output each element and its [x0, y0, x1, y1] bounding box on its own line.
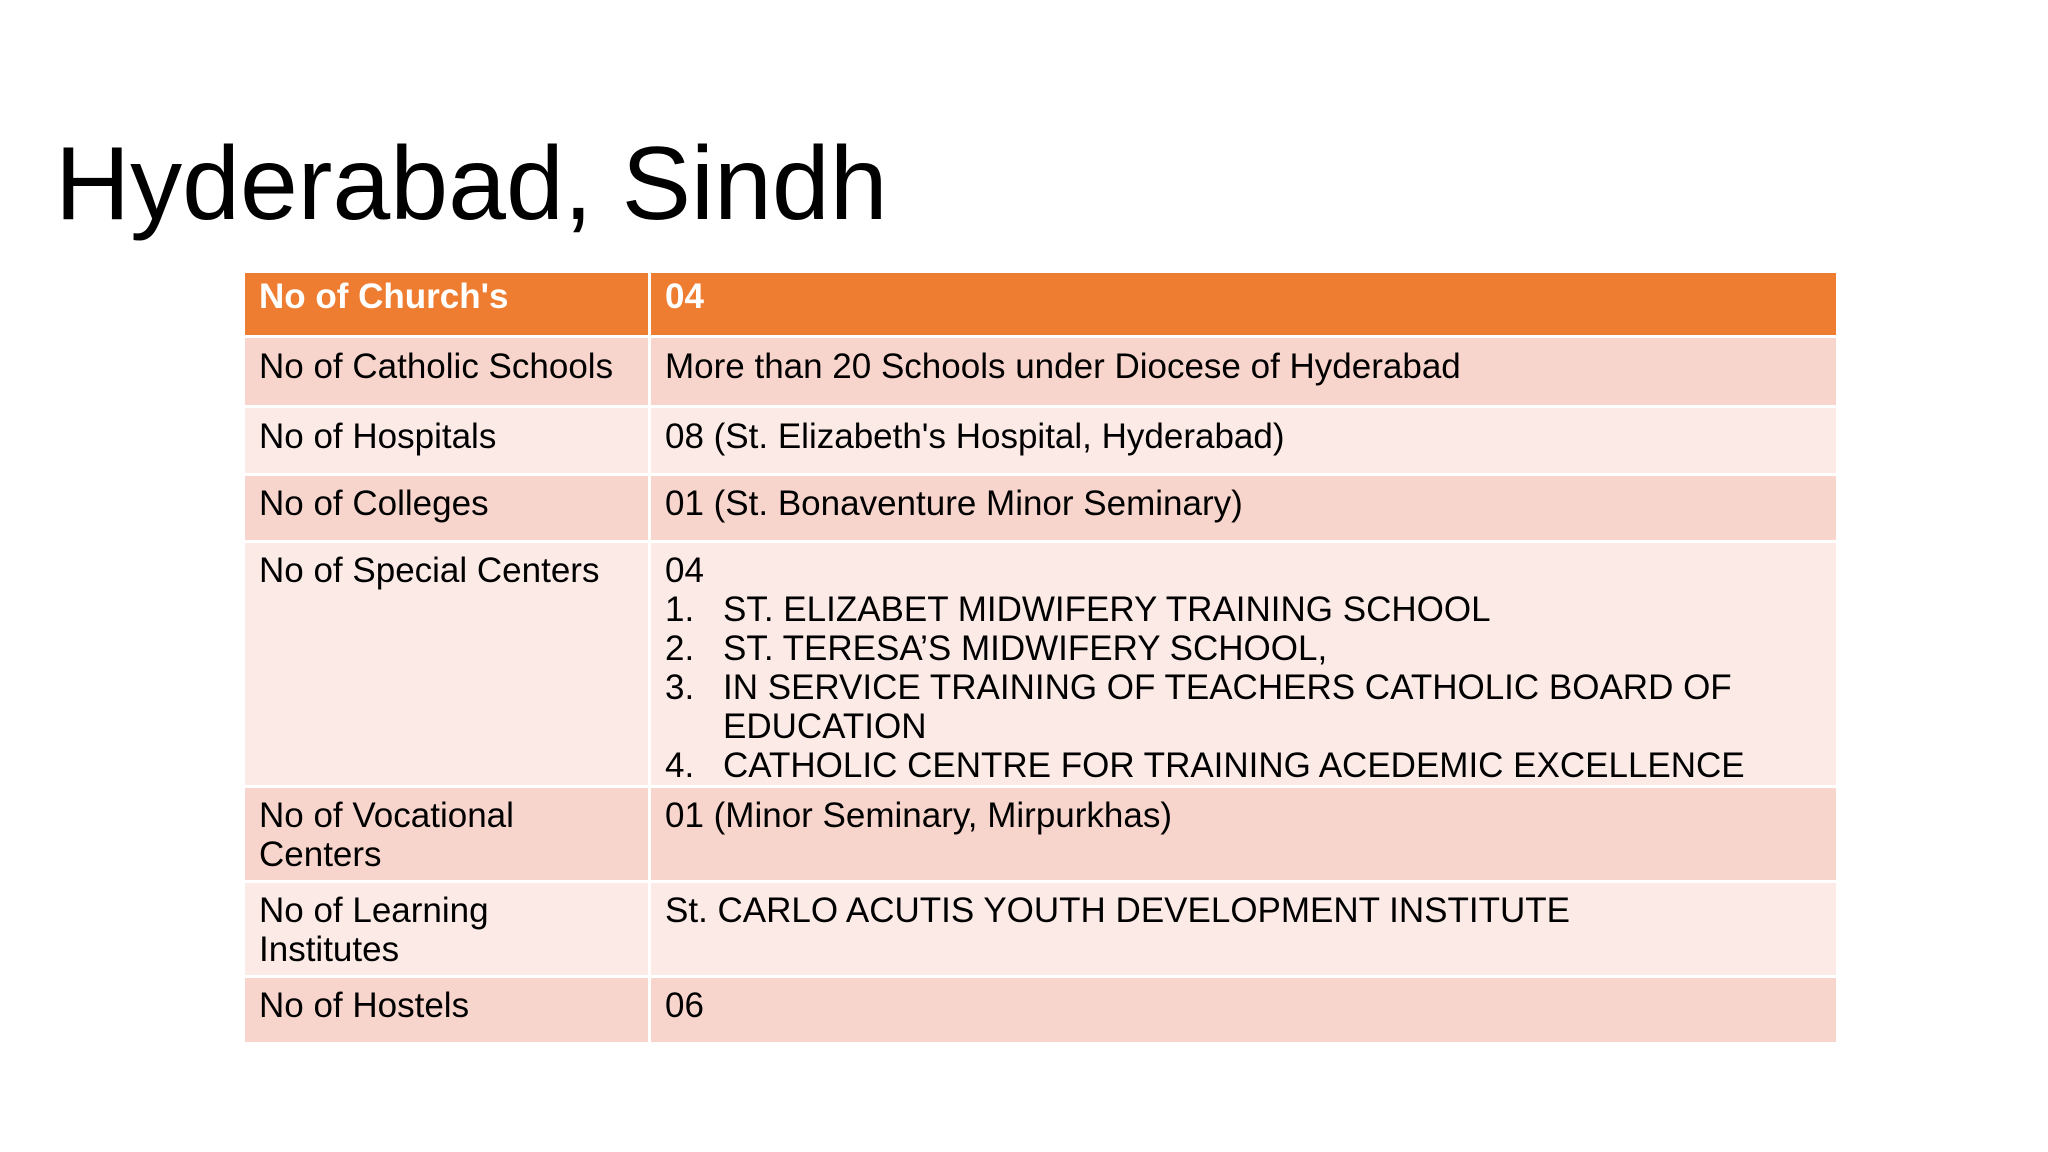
- table-row: [244, 882, 1838, 977]
- list-item: [665, 590, 1822, 629]
- row-label-hostels: No of Hostels: [244, 977, 650, 1044]
- table-row: [244, 977, 1838, 1044]
- table-row: [244, 475, 1838, 542]
- row-value-learning-institutes: St. CARLO ACUTIS YOUTH DEVELOPMENT INSTITUTE: [650, 882, 1838, 977]
- header-label-cell: No of Church's: [244, 272, 650, 337]
- list-item-text: ST. TERESA’S MIDWIFERY SCHOOL,: [723, 629, 1328, 668]
- header-value-cell: 04: [650, 272, 1838, 337]
- row-label-learning-institutes: No of Learning Institutes: [244, 882, 650, 977]
- list-item: [665, 629, 1822, 668]
- row-value-colleges: 01 (St. Bonaventure Minor Seminary): [650, 475, 1838, 542]
- list-item: [665, 668, 1822, 746]
- list-item-number: 3.: [665, 668, 695, 707]
- list-item-text: CATHOLIC CENTRE FOR TRAINING ACEDEMIC EXCELLENCE: [723, 746, 1745, 785]
- table-row: [244, 542, 1838, 787]
- special-centers-list: [665, 590, 1822, 785]
- row-label-vocational-centers: No of Vocational Centers: [244, 787, 650, 882]
- list-item-number: 4.: [665, 746, 695, 785]
- table-row: [244, 787, 1838, 882]
- row-value-vocational-centers: 01 (Minor Seminary, Mirpurkhas): [650, 787, 1838, 882]
- table-header-row: [244, 272, 1838, 337]
- row-label-catholic-schools: No of Catholic Schools: [244, 337, 650, 407]
- row-value-hospitals: 08 (St. Elizabeth's Hospital, Hyderabad): [650, 407, 1838, 475]
- row-label-hospitals: No of Hospitals: [244, 407, 650, 475]
- slide-title: Hyderabad, Sindh: [55, 126, 888, 242]
- row-value-hostels: 06: [650, 977, 1838, 1044]
- row-label-special-centers: No of Special Centers: [244, 542, 650, 787]
- list-item-number: 1.: [665, 590, 695, 629]
- row-value-special-centers: [650, 542, 1838, 787]
- row-label-colleges: No of Colleges: [244, 475, 650, 542]
- table-row: [244, 337, 1838, 407]
- statistics-table: [242, 270, 1839, 1045]
- row-value-catholic-schools: More than 20 Schools under Diocese of Hyderabad: [650, 337, 1838, 407]
- special-centers-count: 04: [665, 551, 704, 590]
- table-row: [244, 407, 1838, 475]
- list-item-number: 2.: [665, 629, 695, 668]
- list-item: [665, 746, 1822, 785]
- list-item-text: ST. ELIZABET MIDWIFERY TRAINING SCHOOL: [723, 590, 1491, 629]
- list-item-text: IN SERVICE TRAINING OF TEACHERS CATHOLIC BOARD OF EDUCATION: [723, 668, 1732, 746]
